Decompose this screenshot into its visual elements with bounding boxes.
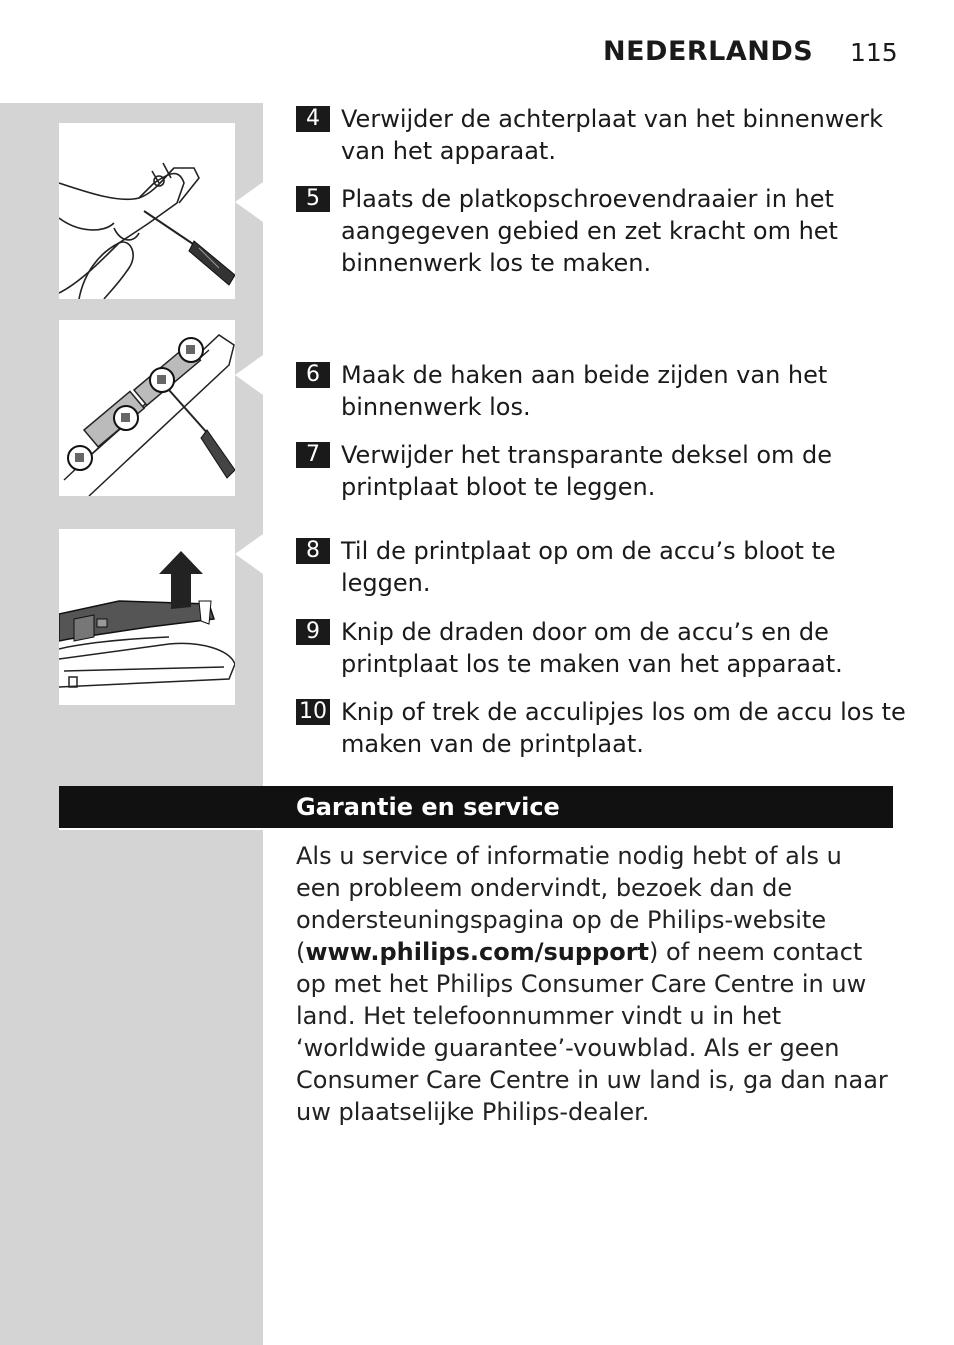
step-text: Knip de draden door om de accu’s en de printplaat los te maken van het apparaat. [341,618,843,678]
pointer-notch [235,182,263,222]
section-title: Garantie en service [296,793,560,821]
step-5 [296,183,906,279]
pointer-notch [235,355,263,395]
paragraph-text: ) of neem contact op met het Philips Consumer Care Centre in uw land. Het telefoonnummer vindt u in het ‘worldwide guarantee’-vouwblad. Als er geen Consumer Care Centre in uw land is, ga dan naar uw plaatselijke Philips-dealer. [296,938,888,1126]
step-10 [296,696,906,760]
step-9 [296,616,906,680]
step-4 [296,103,906,167]
step-7 [296,439,906,503]
warranty-paragraph [296,840,891,1128]
step-number-badge: 4 [296,106,330,132]
step-text: Til de printplaat op om de accu’s bloot te leggen. [341,537,836,597]
lift-circuit-board-illustration [59,529,235,705]
page-number: 115 [850,38,898,67]
step-text: Knip of trek de acculipjes los om de accu los te maken van de printplaat. [341,698,906,758]
step-number-badge: 10 [296,699,330,725]
screwdriver-pry-illustration [59,123,235,299]
pointer-notch [235,534,263,574]
step-number-badge: 5 [296,186,330,212]
step-text: Maak de haken aan beide zijden van het binnenwerk los. [341,361,828,421]
divider [59,828,263,830]
support-link[interactable]: www.philips.com/support [305,938,650,966]
step-text: Verwijder de achterplaat van het binnenwerk van het apparaat. [341,105,884,165]
step-number-badge: 8 [296,538,330,564]
step-text: Verwijder het transparante deksel om de printplaat bloot te leggen. [341,441,833,501]
step-number-badge: 7 [296,442,330,468]
step-number-badge: 6 [296,362,330,388]
step-6 [296,359,906,423]
step-8 [296,535,906,599]
step-text: Plaats de platkopschroevendraaier in het aangegeven gebied en zet kracht om het binnenwerk los te maken. [341,185,838,277]
paragraph-text: Als u service of informatie nodig hebt of als u een probleem ondervindt, bezoek dan de ondersteuningspagina op de Philips-website ( [296,842,842,966]
language-header: NEDERLANDS [603,36,814,67]
step-number-badge: 9 [296,619,330,645]
release-hooks-illustration [59,320,235,496]
